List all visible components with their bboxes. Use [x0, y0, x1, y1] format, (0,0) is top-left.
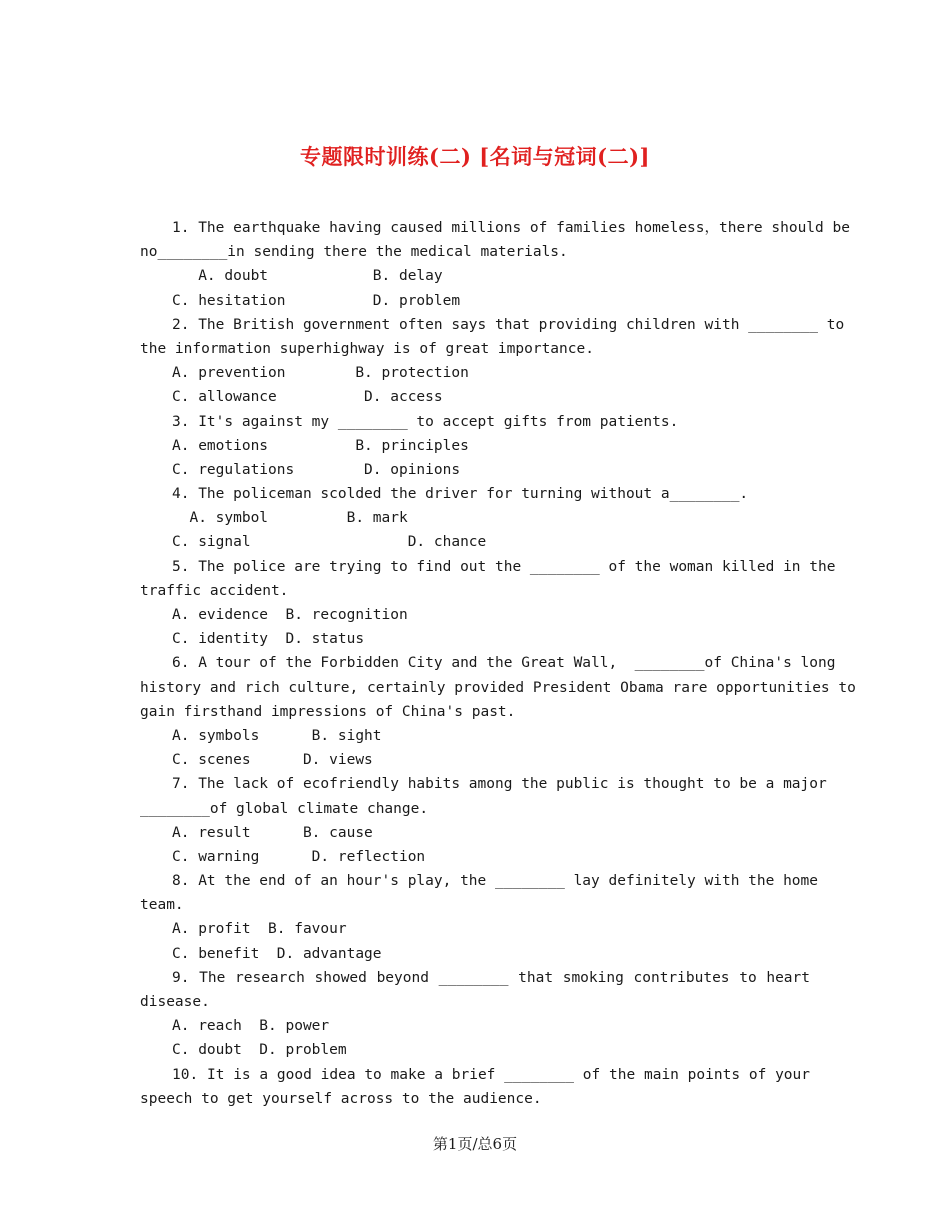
- question-3-options-cd: C. regulations D. opinions: [172, 461, 461, 478]
- question-6-options-ab: A. symbols B. sight: [172, 727, 382, 744]
- question-1-text: 1. The earthquake having caused millions of families homeless，there should be: [172, 220, 850, 236]
- question-10-text: 10. It is a good idea to make a brief ________ of the main points of your: [172, 1066, 810, 1083]
- question-4-text: 4. The policeman scolded the driver for turning without a________.: [172, 486, 749, 503]
- question-7-text: 7. The lack of ecofriendly habits among the public is thought to be a major: [172, 776, 827, 793]
- question-4-options-ab: A. symbol B. mark: [172, 510, 408, 527]
- question-5-text-cont: traffic accident.: [140, 582, 289, 599]
- page-footer: 第1页/总6页: [432, 1135, 518, 1153]
- question-9-options-ab: A. reach B. power: [172, 1018, 330, 1035]
- question-6-options-cd: C. scenes D. views: [172, 752, 373, 769]
- question-3-options-ab: A. emotions B. principles: [172, 437, 469, 454]
- question-7-options-cd: C. warning D. reflection: [172, 848, 426, 865]
- question-6-text: 6. A tour of the Forbidden City and the Great Wall, ________of China's long: [172, 655, 836, 672]
- question-9-options-cd: C. doubt D. problem: [172, 1042, 347, 1059]
- question-7-options-ab: A. result B. cause: [172, 824, 373, 841]
- question-6-text-cont: history and rich culture, certainly provided President Obama rare opportunities to: [140, 679, 856, 696]
- question-2-text-cont: the information superhighway is of great importance.: [140, 340, 594, 357]
- question-8-options-cd: C. benefit D. advantage: [172, 945, 382, 962]
- question-10-text-cont: speech to get yourself across to the audience.: [140, 1090, 542, 1107]
- question-1-options-cd: C. hesitation D. problem: [172, 292, 461, 309]
- question-4-options-cd: C. signal D. chance: [172, 534, 487, 551]
- question-9-text: 9. The research showed beyond ________ that smoking contributes to heart: [172, 969, 810, 986]
- question-5-text: 5. The police are trying to find out the ________ of the woman killed in the: [172, 558, 836, 575]
- question-2-text: 2. The British government often says that providing children with ________ to: [172, 316, 845, 333]
- question-9-text-cont: disease.: [140, 994, 210, 1010]
- question-8-options-ab: A. profit B. favour: [172, 921, 347, 938]
- question-8-text-cont: team.: [140, 897, 184, 914]
- question-8-text: 8. At the end of an hour's play, the ________ lay definitely with the home: [172, 873, 819, 890]
- question-5-options-ab: A. evidence B. recognition: [172, 607, 408, 623]
- question-1-options-ab: A. doubt B. delay: [172, 268, 443, 285]
- question-3-text: 3. It's against my ________ to accept gifts from patients.: [172, 413, 679, 430]
- document-title: 专题限时训练(二) [名词与冠词(二)]: [300, 144, 650, 169]
- question-7-text-cont: ________of global climate change.: [140, 800, 429, 817]
- question-list: [140, 216, 856, 1111]
- question-6-text-cont-2: gain firsthand impressions of China's past.: [140, 703, 516, 720]
- question-1-text-cont: no________in sending there the medical materials.: [140, 244, 568, 261]
- question-2-options-ab: A. prevention B. protection: [172, 365, 469, 382]
- question-2-options-cd: C. allowance D. access: [172, 389, 443, 406]
- question-5-options-cd: C. identity D. status: [172, 631, 365, 648]
